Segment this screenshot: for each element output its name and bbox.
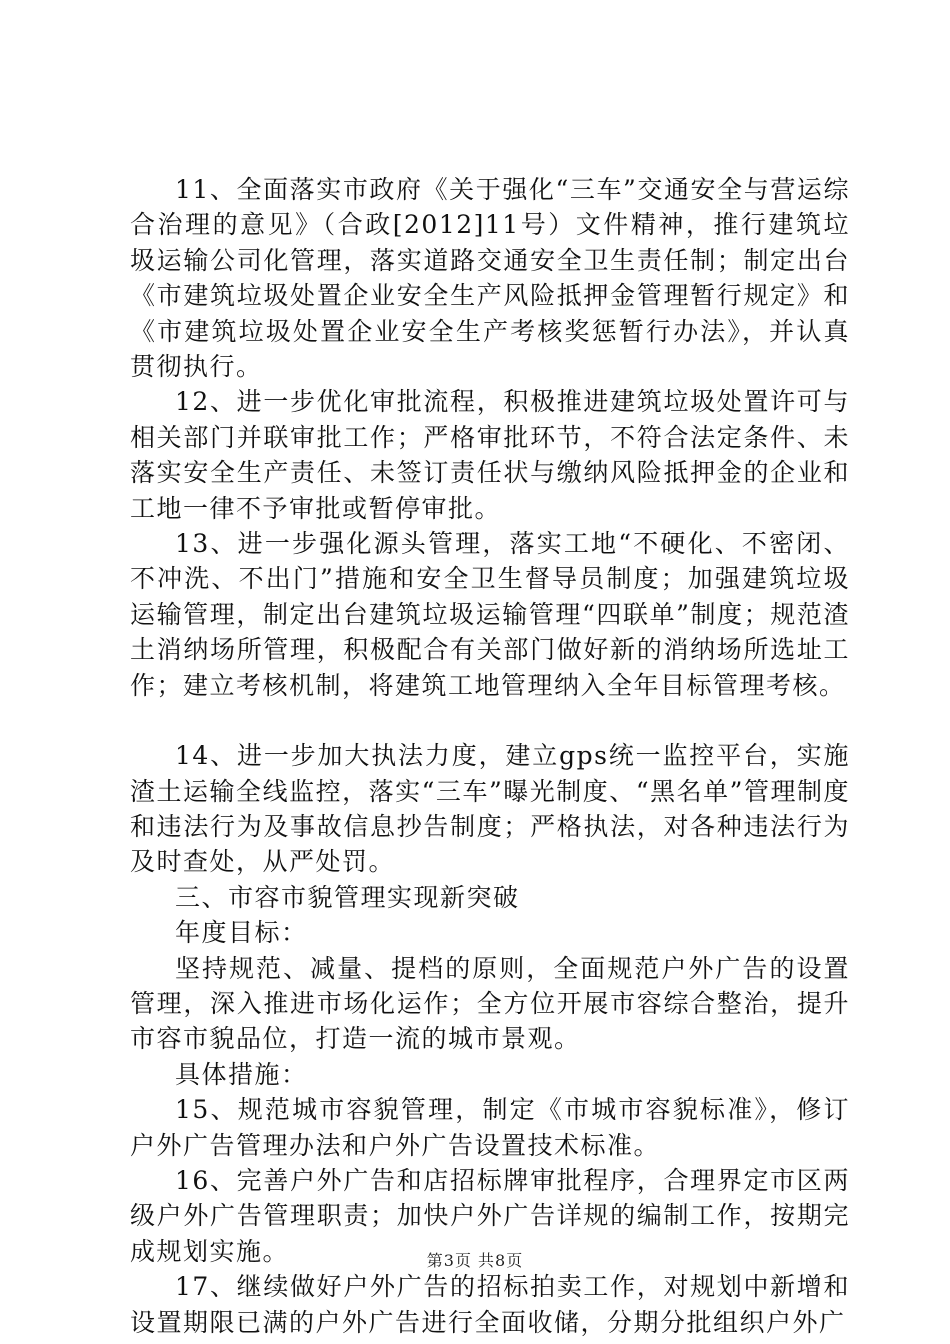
paragraph-13: 13、进一步强化源头管理，落实工地“不硬化、不密闭、不冲洗、不出门”措施和安全卫生督导员制度；加强建筑垃圾运输管理，制定出台建筑垃圾运输管理“四联单”制度；规范渣土消纳场所管理，积极配合有关部门做好新的消纳场所选址工作；建立考核机制，将建筑工地管理纳入全年目标管理考核。 [130, 529, 850, 700]
paragraph-15: 15、规范城市容貌管理，制定《市城市容貌标准》，修订户外广告管理办法和户外广告设置技术标准。 [130, 1095, 850, 1160]
paragraph-12: 12、进一步优化审批流程，积极推进建筑垃圾处置许可与相关部门并联审批工作；严格审批环节，不符合法定条件、未落实安全生产责任、未签订责任状与缴纳风险抵押金的企业和工地一律不予审批或暂停审批。 [130, 387, 850, 523]
paragraph-17: 17、继续做好户外广告的招标拍卖工作，对规划中新增和设置期限已满的户外广告进行全面收储，分期分批组织户外广 [130, 1272, 850, 1337]
annual-goal-text: 坚持规范、减量、提档的原则，全面规范户外广告的设置管理，深入推进市场化运作；全方位开展市容综合整治，提升市容市貌品位，打造一流的城市景观。 [130, 953, 850, 1054]
section-heading-3: 三、市容市貌管理实现新突破 [175, 882, 520, 912]
paragraph-14: 14、进一步加大执法力度，建立gps统一监控平台，实施渣土运输全线监控，落实“三车”曝光制度、“黑名单”管理制度和违法行为及事故信息抄告制度；严格执法，对各种违法行为及时查处，从严处罚。 [130, 741, 850, 877]
page-number-footer: 第3页 共8页 [426, 1251, 524, 1270]
annual-goal-label: 年度目标： [175, 918, 308, 948]
document-body [130, 172, 850, 1340]
measures-label: 具体措施： [175, 1059, 308, 1089]
paragraph-11: 11、全面落实市政府《关于强化“三车”交通安全与营运综合治理的意见》（合政[2012]11号）文件精神，推行建筑垃圾运输公司化管理，落实道路交通安全卫生责任制；制定出台《市建筑垃圾处置企业安全生产风险抵押金管理暂行规定》和《市建筑垃圾处置企业安全生产考核奖惩暂行办法》，并认真贯彻执行。 [130, 175, 850, 382]
paragraph-16: 16、完善户外广告和店招标牌审批程序，合理界定市区两级户外广告管理职责；加快户外广告详规的编制工作，按期完成规划实施。 [130, 1165, 850, 1266]
